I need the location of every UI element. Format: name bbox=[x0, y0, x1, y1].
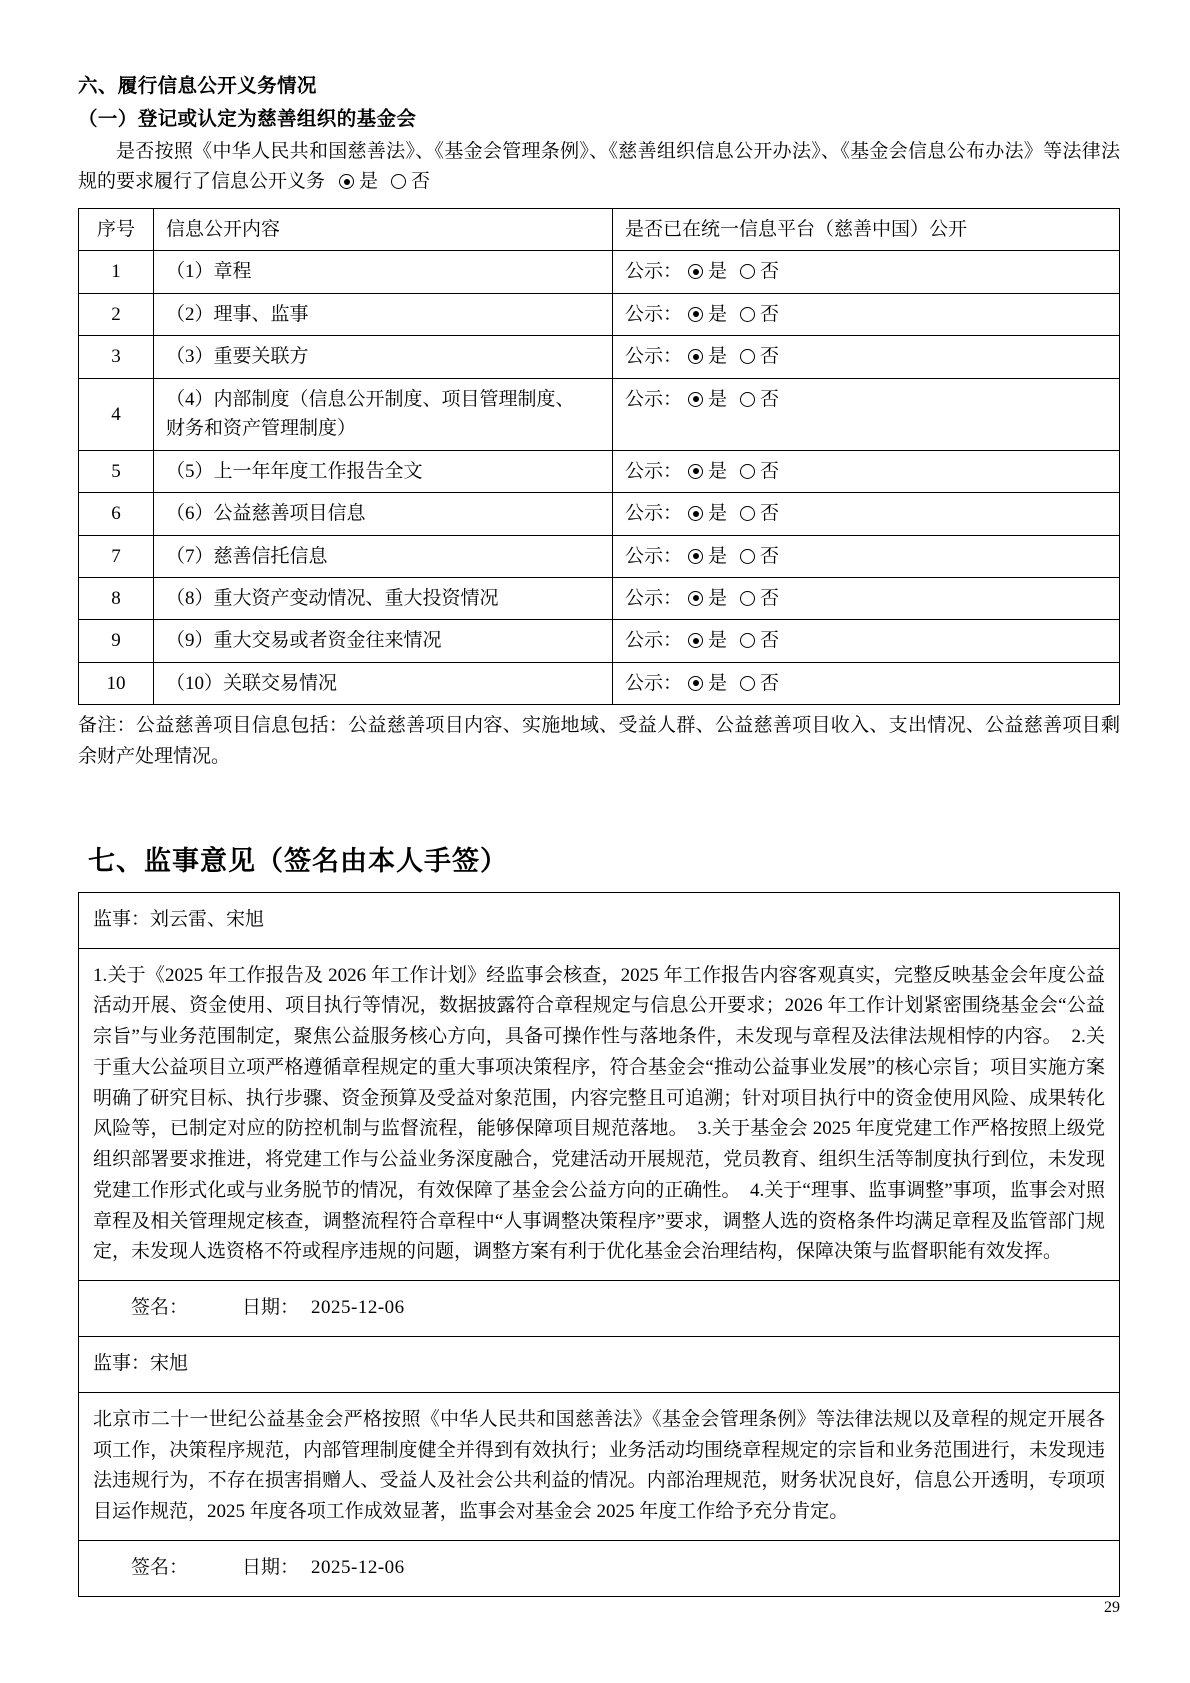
supervisor-opinion-row bbox=[79, 1392, 1120, 1540]
section-6-intro bbox=[78, 137, 1120, 199]
table-row bbox=[79, 251, 1120, 293]
status-radio-no-label: 否 bbox=[760, 545, 780, 567]
row-status bbox=[613, 378, 1120, 450]
table-row bbox=[79, 336, 1120, 378]
row-content bbox=[154, 378, 613, 450]
disclosure-table-body bbox=[79, 251, 1120, 705]
status-radio-no[interactable] bbox=[740, 392, 755, 407]
intro-radio-no[interactable] bbox=[391, 174, 406, 189]
row-number: 1 bbox=[79, 251, 154, 293]
signature-row bbox=[79, 1540, 1120, 1596]
status-radio-yes-label: 是 bbox=[708, 261, 728, 283]
table-row bbox=[79, 620, 1120, 662]
date-label: 日期： bbox=[242, 1297, 300, 1319]
status-radio-group[interactable] bbox=[625, 588, 792, 609]
row-number: 5 bbox=[79, 450, 154, 492]
status-radio-no[interactable] bbox=[740, 506, 755, 521]
intro-radio-no-label: 否 bbox=[411, 171, 431, 193]
status-radio-no-label: 否 bbox=[760, 460, 780, 482]
header-content: 信息公开内容 bbox=[154, 209, 613, 251]
row-status bbox=[613, 251, 1120, 293]
status-radio-yes-label: 是 bbox=[708, 630, 728, 652]
intro-text: 是否按照《中华人民共和国慈善法》、《基金会管理条例》、《慈善组织信息公开办法》、《基金会信息公布办法》等法律法规的要求履行了信息公开义务 bbox=[78, 140, 1120, 193]
row-content: （10）关联交易情况 bbox=[154, 662, 613, 704]
status-radio-group[interactable] bbox=[625, 389, 792, 410]
status-radio-group[interactable] bbox=[625, 503, 792, 524]
status-prefix-label: 公示： bbox=[625, 388, 683, 410]
status-radio-yes-label: 是 bbox=[708, 672, 728, 694]
status-radio-no-label: 否 bbox=[760, 587, 780, 609]
status-radio-no[interactable] bbox=[740, 676, 755, 691]
signature-label: 签名： bbox=[131, 1556, 189, 1578]
table-row bbox=[79, 662, 1120, 704]
status-radio-group[interactable] bbox=[625, 630, 792, 651]
row-content: （2）理事、监事 bbox=[154, 293, 613, 335]
disclosure-table bbox=[78, 208, 1120, 705]
status-radio-group[interactable] bbox=[625, 673, 792, 694]
status-radio-yes[interactable] bbox=[688, 264, 703, 279]
supervisor-opinion-text: 1.关于《2025 年工作报告及 2026 年工作计划》经监事会核查，2025 年工作报告内容客观真实，完整反映基金会年度公益活动开展、资金使用、项目执行等情况，数据披露符合章程规定与信息公开要求；2026 年工作计划紧密围绕基金会“公益宗旨”与业务范围制定，聚焦公益服务核心方向，具备可操作性与落地条件，未发现与章程及法律法规相悖的内容。 2.关于重大公益项目立项严格遵循章程规定的重大事项决策程序，符合基金会“推动公益事业发展”的核心宗旨；项目实施方案明确了研究目标、执行步骤、资金预算及受益对象范围，内容完整且可追溯；针对项目执行中的资金使用风险、成果转化风险等，已制定对应的防控机制与监督流程，能够保障项目规范落地。 3.关于基金会 2025 年度党建工作严格按照上级党组织部署要求推进，将党建工作与公益业务深度融合，党建活动开展规范，党员教育、组织生活等制度执行到位，未发现党建工作形式化或与业务脱节的情况，有效保障了基金会公益方向的正确性。 4.关于“理事、监事调整”事项，监事会对照章程及相关管理规定核查，调整流程符合章程中“人事调整决策程序”要求，调整人选的资格条件均满足章程及监管部门规定，未发现人选资格不符或程序违规的问题，调整方案有利于优化基金会治理结构，保障决策与监督职能有效发挥。 bbox=[79, 948, 1120, 1281]
status-prefix-label: 公示： bbox=[625, 303, 683, 325]
intro-radio-yes-label: 是 bbox=[359, 171, 379, 193]
supervisor-opinion-body bbox=[79, 892, 1120, 1596]
status-radio-yes[interactable] bbox=[688, 591, 703, 606]
status-radio-no[interactable] bbox=[740, 549, 755, 564]
section-6-subheading: （一）登记或认定为慈善组织的基金会 bbox=[78, 109, 417, 131]
row-status bbox=[613, 450, 1120, 492]
row-content: （1）章程 bbox=[154, 251, 613, 293]
status-radio-yes-label: 是 bbox=[708, 346, 728, 368]
status-radio-yes[interactable] bbox=[688, 307, 703, 322]
date-value: 2025-12-06 bbox=[311, 1556, 405, 1578]
status-radio-yes-label: 是 bbox=[708, 587, 728, 609]
row-number: 10 bbox=[79, 662, 154, 704]
row-number: 7 bbox=[79, 535, 154, 577]
table-row bbox=[79, 293, 1120, 335]
table-row bbox=[79, 535, 1120, 577]
row-number: 2 bbox=[79, 293, 154, 335]
row-content: （6）公益慈善项目信息 bbox=[154, 493, 613, 535]
status-radio-no[interactable] bbox=[740, 633, 755, 648]
status-radio-yes[interactable] bbox=[688, 506, 703, 521]
row-number: 9 bbox=[79, 620, 154, 662]
status-radio-no-label: 否 bbox=[760, 388, 780, 410]
status-radio-no[interactable] bbox=[740, 264, 755, 279]
row-status bbox=[613, 662, 1120, 704]
status-radio-no[interactable] bbox=[740, 591, 755, 606]
status-radio-yes-label: 是 bbox=[708, 388, 728, 410]
supervisor-opinion-table bbox=[78, 892, 1120, 1597]
disclosure-note: 备注：公益慈善项目信息包括：公益慈善项目内容、实施地域、受益人群、公益慈善项目收入、支出情况、公益慈善项目剩余财产处理情况。 bbox=[78, 715, 1120, 768]
supervisor-name-row bbox=[79, 1337, 1120, 1393]
row-status bbox=[613, 336, 1120, 378]
status-radio-no-label: 否 bbox=[760, 303, 780, 325]
status-radio-no-label: 否 bbox=[760, 672, 780, 694]
row-content: （5）上一年年度工作报告全文 bbox=[154, 450, 613, 492]
status-radio-yes-label: 是 bbox=[708, 545, 728, 567]
supervisor-opinion-text: 北京市二十一世纪公益基金会严格按照《中华人民共和国慈善法》《基金会管理条例》等法律法规以及章程的规定开展各项工作，决策程序规范，内部管理制度健全并得到有效执行；业务活动均围绕章程规定的宗旨和业务范围进行，未发现违法违规行为，不存在损害捐赠人、受益人及社会公共利益的情况。内部治理规范，财务状况良好，信息公开透明，专项项目运作规范，2025 年度各项工作成效显著，监事会对基金会 2025 年度工作给予充分肯定。 bbox=[79, 1392, 1120, 1540]
status-radio-group[interactable] bbox=[625, 304, 792, 325]
signature-label: 签名： bbox=[131, 1297, 189, 1319]
row-content-line: （4）内部制度（信息公开制度、项目管理制度、 bbox=[166, 388, 575, 410]
status-radio-yes[interactable] bbox=[688, 676, 703, 691]
supervisor-name: 监事：宋旭 bbox=[79, 1337, 1120, 1393]
table-row bbox=[79, 577, 1120, 619]
date-label: 日期： bbox=[242, 1556, 300, 1578]
status-radio-no[interactable] bbox=[740, 307, 755, 322]
signature-row bbox=[79, 1281, 1120, 1337]
status-radio-yes[interactable] bbox=[688, 633, 703, 648]
row-content: （3）重要关联方 bbox=[154, 336, 613, 378]
row-number: 4 bbox=[79, 378, 154, 450]
supervisor-name-row bbox=[79, 892, 1120, 948]
status-prefix-label: 公示： bbox=[625, 460, 683, 482]
status-radio-no[interactable] bbox=[740, 349, 755, 364]
status-radio-no-label: 否 bbox=[760, 261, 780, 283]
status-prefix-label: 公示： bbox=[625, 630, 683, 652]
intro-radio-group[interactable] bbox=[339, 171, 443, 192]
supervisor-name: 监事：刘云雷、宋旭 bbox=[79, 892, 1120, 948]
section-7-title: 七、监事意见（签名由本人手签） bbox=[88, 845, 508, 876]
row-status bbox=[613, 493, 1120, 535]
page-number: 29 bbox=[1104, 1599, 1120, 1616]
table-row bbox=[79, 450, 1120, 492]
status-radio-yes[interactable] bbox=[688, 349, 703, 364]
row-content: （8）重大资产变动情况、重大投资情况 bbox=[154, 577, 613, 619]
row-number: 8 bbox=[79, 577, 154, 619]
date-value: 2025-12-06 bbox=[311, 1297, 405, 1319]
status-prefix-label: 公示： bbox=[625, 503, 683, 525]
status-radio-no-label: 否 bbox=[760, 346, 780, 368]
status-prefix-label: 公示： bbox=[625, 346, 683, 368]
row-content: （9）重大交易或者资金往来情况 bbox=[154, 620, 613, 662]
status-radio-group[interactable] bbox=[625, 546, 792, 567]
status-prefix-label: 公示： bbox=[625, 672, 683, 694]
row-content-line: 财务和资产管理制度） bbox=[166, 418, 357, 440]
status-radio-no[interactable] bbox=[740, 464, 755, 479]
status-radio-group[interactable] bbox=[625, 461, 792, 482]
table-row bbox=[79, 378, 1120, 450]
row-status bbox=[613, 620, 1120, 662]
status-radio-no-label: 否 bbox=[760, 503, 780, 525]
signature-cell bbox=[79, 1281, 1120, 1337]
row-status bbox=[613, 293, 1120, 335]
status-radio-yes[interactable] bbox=[688, 464, 703, 479]
section-6-heading: 六、履行信息公开义务情况 bbox=[78, 76, 317, 97]
status-radio-group[interactable] bbox=[625, 346, 792, 367]
row-status bbox=[613, 535, 1120, 577]
status-radio-group[interactable] bbox=[625, 261, 792, 282]
status-radio-yes-label: 是 bbox=[708, 460, 728, 482]
status-radio-yes[interactable] bbox=[688, 549, 703, 564]
status-prefix-label: 公示： bbox=[625, 587, 683, 609]
table-header-row bbox=[79, 209, 1120, 251]
row-number: 6 bbox=[79, 493, 154, 535]
status-radio-no-label: 否 bbox=[760, 630, 780, 652]
supervisor-opinion-row bbox=[79, 948, 1120, 1281]
header-no: 序号 bbox=[79, 209, 154, 251]
row-status bbox=[613, 577, 1120, 619]
status-radio-yes-label: 是 bbox=[708, 303, 728, 325]
status-radio-yes[interactable] bbox=[688, 392, 703, 407]
row-content: （7）慈善信托信息 bbox=[154, 535, 613, 577]
table-row bbox=[79, 493, 1120, 535]
intro-radio-yes[interactable] bbox=[339, 174, 354, 189]
status-prefix-label: 公示： bbox=[625, 545, 683, 567]
status-prefix-label: 公示： bbox=[625, 261, 683, 283]
row-number: 3 bbox=[79, 336, 154, 378]
status-radio-yes-label: 是 bbox=[708, 503, 728, 525]
signature-cell bbox=[79, 1540, 1120, 1596]
header-status: 是否已在统一信息平台（慈善中国）公开 bbox=[613, 209, 1120, 251]
